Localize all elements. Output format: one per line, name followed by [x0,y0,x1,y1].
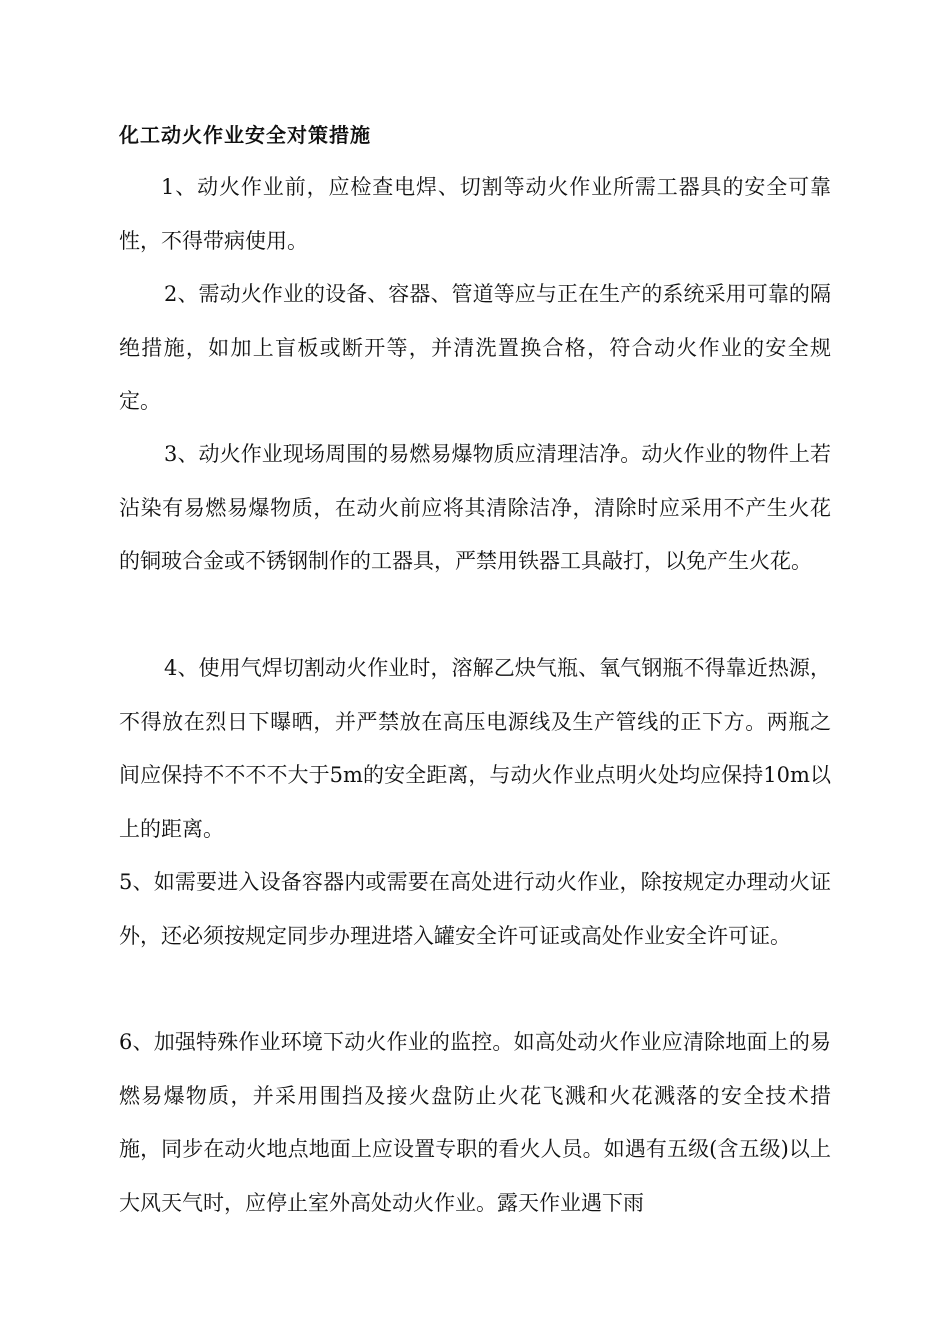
paragraph-5: 5、如需要进入设备容器内或需要在高处进行动火作业，除按规定办理动火证外，还必须按规定同步办理进塔入罐安全许可证或高处作业安全许可证。 [119,870,831,948]
paragraph-6: 6、加强特殊作业环境下动火作业的监控。如高处动火作业应清除地面上的易燃易爆物质，并采用围挡及接火盘防止火花飞溅和火花溅落的安全技术措施，同步在动火地点地面上应设置专职的看火人员。如遇有五级(含五级)以上大风天气时，应停止室外高处动火作业。露天作业遇下雨 [119,1030,831,1215]
document-title: 化工动火作业安全对策措施 [119,123,371,147]
paragraph-4: 4、使用气焊切割动火作业时，溶解乙炔气瓶、氧气钢瓶不得靠近热源，不得放在烈日下曝晒，并严禁放在高压电源线及生产管线的正下方。两瓶之间应保持不不不不大于5m的安全距离，与动火作业点明火处均应保持10m以上的距离。 [119,656,831,841]
paragraph-1: 1、动火作业前，应检查电焊、切割等动火作业所需工器具的安全可靠性，不得带病使用。 [119,175,831,253]
paragraph-2: 2、需动火作业的设备、容器、管道等应与正在生产的系统采用可靠的隔绝措施，如加上盲板或断开等，并清洗置换合格，符合动火作业的安全规定。 [119,282,831,414]
paragraph-3: 3、动火作业现场周围的易燃易爆物质应清理洁净。动火作业的物件上若沾染有易燃易爆物质，在动火前应将其清除洁净，清除时应采用不产生火花的铜玻合金或不锈钢制作的工器具，严禁用铁器工具敲打，以免产生火花。 [119,442,831,574]
